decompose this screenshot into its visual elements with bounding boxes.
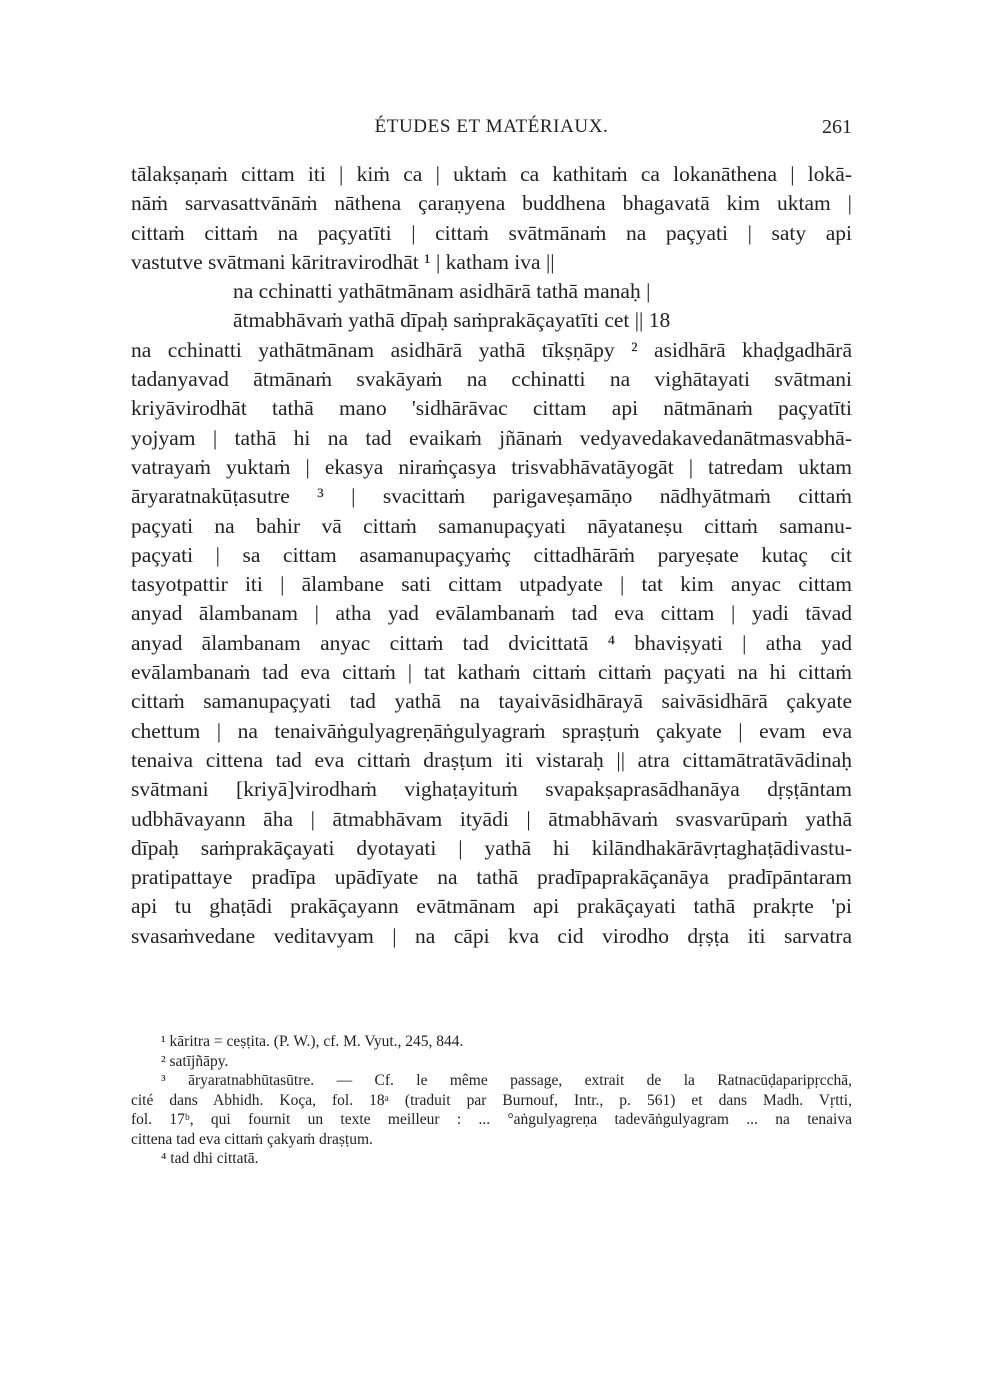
verse-line: ātmabhāvaṁ yathā dīpaḥ saṁprakāçayatīti cet || 18 [233, 308, 671, 333]
text-line: yojyam | tathā hi na tad evaikaṁ jñānaṁ vedyavedakavedanātmasvabhā- [131, 425, 852, 450]
text-line: api tu ghaṭādi prakāçayann evātmānam api prakāçayati tathā prakṛte 'pi [131, 894, 852, 919]
text-line: pratipattaye pradīpa upādīyate na tathā pradīpaprakāçanāya pradīpāntaram [131, 865, 852, 890]
text-line: vastutve svātmani kāritravirodhāt ¹ | katham iva || [131, 249, 555, 274]
footnotes [131, 1032, 852, 1169]
text-line: vatrayaṁ yuktaṁ | ekasya niraṁçasya trisvabhāvatāyogāt | tatredam uktam [131, 454, 852, 479]
main-text [131, 160, 852, 951]
text-line: āryaratnakūṭasutre ³ | svacittaṁ parigaveṣamāṇo nādhyātmaṁ cittaṁ [131, 484, 852, 509]
text-line: tālakṣaṇaṁ cittam iti | kiṁ ca | uktaṁ ca kathitaṁ ca lokanāthena | lokā- [131, 162, 852, 186]
text-line: anyad ālambanam anyac cittaṁ tad dvicittatā ⁴ bhaviṣyati | atha yad [131, 630, 852, 655]
text-line: nāṁ sarvasattvānāṁ nāthena çaraṇyena buddhena bhagavatā kim uktam | [131, 191, 852, 216]
text-line: chettum | na tenaivāṅgulyagreṇāṅgulyagraṁ spraṣṭuṁ çakyate | evam eva [131, 718, 852, 743]
footnote-1: ¹ kāritra = ceṣṭita. (P. W.), cf. M. Vyut., 245, 844. [161, 1033, 464, 1050]
running-header [131, 112, 852, 142]
running-title: ÉTUDES ET MATÉRIAUX. [374, 116, 609, 137]
footnote-3-continued: cittena tad eva cittaṁ çakyaṁ draṣṭum. [131, 1130, 373, 1148]
footnote-4: ⁴ tad dhi cittatā. [161, 1150, 259, 1167]
text-line: paçyati na bahir vā cittaṁ samanupaçyati nāyataneṣu cittaṁ samanu- [131, 513, 852, 538]
text-line: tasyotpattir iti | ālambane sati cittam utpadyate | tat kim anyac cittam [131, 572, 852, 597]
text-line: dīpaḥ saṁprakāçayati dyotayati | yathā hi kilāndhakārāvṛtaghaṭādivastu- [131, 835, 852, 860]
text-line: tadanyavad ātmānaṁ svakāyaṁ na cchinatti na vighātayati svātmani [131, 367, 852, 392]
text-line: anyad ālambanam | atha yad evālambanaṁ tad eva cittam | yadi tāvad [131, 601, 852, 626]
text-line: udbhāvayann āha | ātmabhāvam ityādi | ātmabhāvaṁ svasvarūpaṁ yathā [131, 806, 852, 831]
page-number: 261 [822, 116, 852, 138]
text-line: cittaṁ samanupaçyati tad yathā na tayaivāsidhārayā saivāsidhārā çakyate [131, 689, 852, 714]
text-line: kriyāvirodhāt tathā mano 'sidhārāvac cittam api nātmānaṁ paçyatīti [131, 396, 852, 421]
text-line: paçyati | sa cittam asamanupaçyaṁç cittadhārāṁ paryeṣate kutaç cit [131, 542, 852, 567]
text-line: cittaṁ cittaṁ na paçyatīti | cittaṁ svātmānaṁ na paçyati | saty api [131, 220, 852, 245]
footnote-3: ³ āryaratnabhūtasūtre. — Cf. le même passage, extrait de la Ratnacūḍaparipṛcchā, [161, 1072, 852, 1089]
text-line: na cchinatti yathātmānam asidhārā yathā tīkṣṇāpy ² asidhārā khaḍgadhārā [131, 337, 852, 362]
footnote-3-continued: fol. 17ᵇ, qui fournit un texte meilleur : ... °aṅgulyagreṇa tadevāṅgulyagram ... na tenaiva [131, 1111, 852, 1128]
footnote-3-continued: cité dans Abhidh. Koça, fol. 18ᵃ (traduit par Burnouf, Intr., p. 561) et dans Madh. Vṛtti, [131, 1091, 852, 1109]
text-line: svasaṁvedane veditavyam | na cāpi kva cid virodho dṛṣṭa iti sarvatra [131, 923, 852, 948]
text-line: svātmani [kriyā]virodhaṁ vighaṭayituṁ svapakṣaprasādhanāya dṛṣṭāntam [131, 777, 852, 802]
text-line: tenaiva cittena tad eva cittaṁ draṣṭum iti vistaraḥ || atra cittamātratāvādinaḥ [131, 747, 852, 772]
text-line: evālambanaṁ tad eva cittaṁ | tat kathaṁ cittaṁ cittaṁ paçyati na hi cittaṁ [131, 660, 852, 685]
verse-line: na cchinatti yathātmānam asidhārā tathā manaḥ | [233, 279, 651, 304]
footnote-2: ² satījñāpy. [161, 1052, 229, 1070]
